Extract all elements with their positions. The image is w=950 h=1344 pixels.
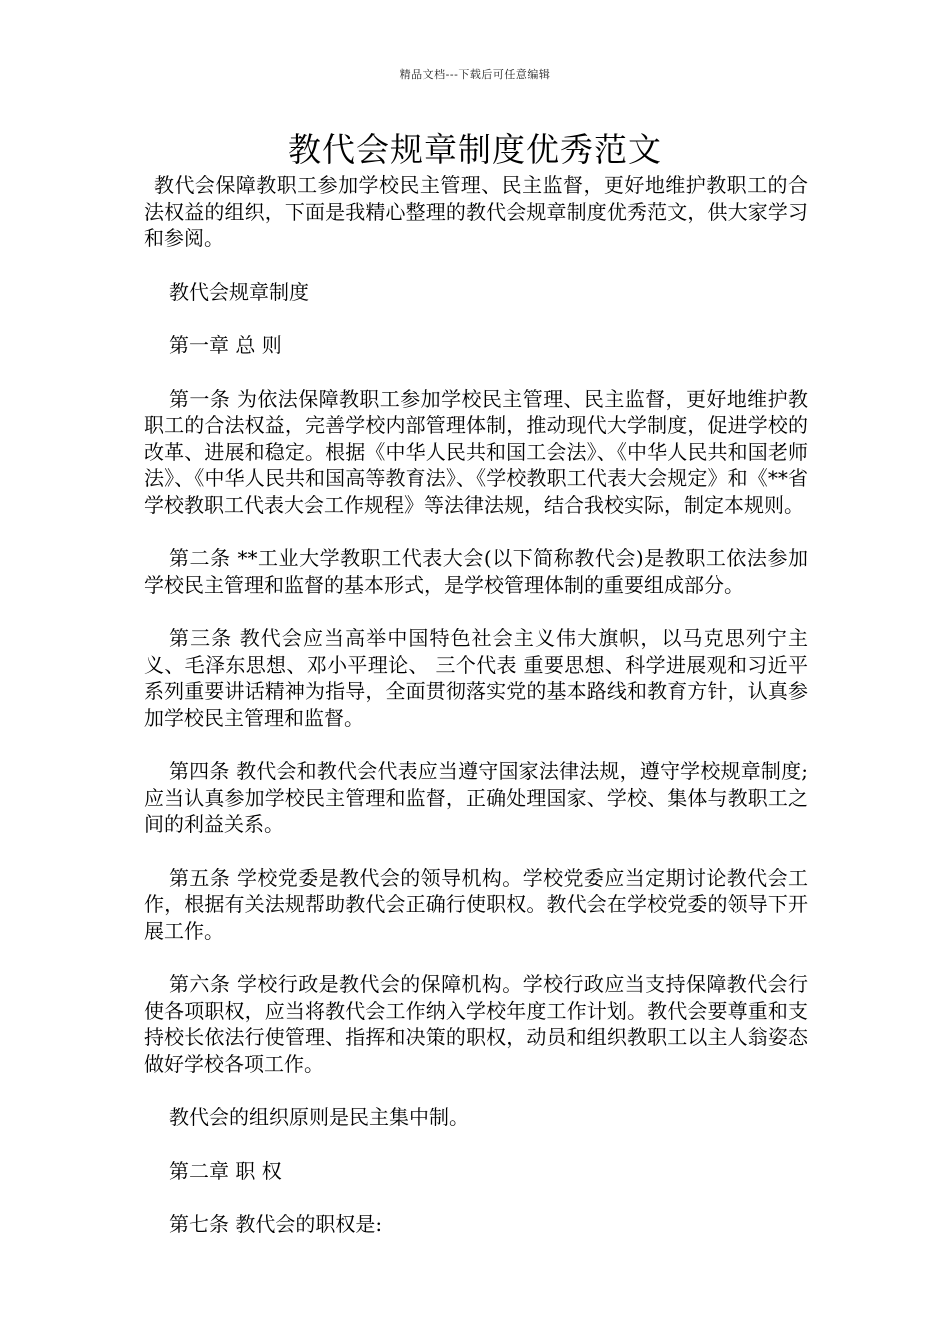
document-title: 教代会规章制度优秀范文: [288, 130, 662, 169]
article-paragraph: 第一条 为依法保障教职工参加学校民主管理、民主监督，更好地维护教职工的合法权益，完善学校内部管理体制，推动现代大学制度，促进学校的改革、进展和稳定。根据《中华人民共和国工会法》、《中华人民共和国老师法》、《中华人民共和国高等教育法》、《学校教职工代表大会规定》和《**省学校教职工代表大会工作规程》等法律法规，结合我校实际，制定本规则。: [144, 386, 808, 517]
principle-paragraph: 教代会的组织原则是民主集中制。: [169, 1105, 469, 1129]
chapter-heading: 第二章 职 权: [169, 1158, 282, 1183]
header-note: 精品文档---下载后可任意编辑: [399, 68, 551, 81]
section-heading: 教代会规章制度: [169, 279, 309, 304]
article-paragraph: 第五条 学校党委是教代会的领导机构。学校党委应当定期讨论教代会工作，根据有关法规帮助教代会正确行使职权。教代会在学校党委的领导下开展工作。: [144, 865, 808, 943]
intro-paragraph: 教代会保障教职工参加学校民主管理、民主监督，更好地维护教职工的合法权益的组织，下面是我精心整理的教代会规章制度优秀范文，供大家学习和参阅。: [144, 173, 808, 250]
chapter-heading: 第一章 总 则: [169, 333, 282, 357]
article-paragraph: 第七条 教代会的职权是:: [169, 1212, 383, 1236]
article-paragraph: 第四条 教代会和教代会代表应当遵守国家法律法规，遵守学校规章制度;应当认真参加学校民主管理和监督，正确处理国家、学校、集体与教职工之间的利益关系。: [144, 759, 808, 836]
document-body: [144, 172, 808, 1265]
article-paragraph: 第二条 **工业大学教职工代表大会(以下简称教代会)是教职工依法参加学校民主管理和监督的基本形式，是学校管理体制的重要组成部分。: [144, 546, 808, 597]
article-paragraph: 第六条 学校行政是教代会的保障机构。学校行政应当支持保障教代会行使各项职权，应当将教代会工作纳入学校年度工作计划。教代会要尊重和支持校长依法行使管理、指挥和决策的职权，动员和组织教职工以主人翁姿态做好学校各项工作。: [144, 972, 808, 1076]
article-paragraph: 第三条 教代会应当高举中国特色社会主义伟大旗帜，以马克思列宁主义、毛泽东思想、邓小平理论、 三个代表 重要思想、科学进展观和习近平系列重要讲话精神为指导，全面贯彻落实党的基本路线和教育方针，认真参加学校民主管理和监督。: [144, 626, 808, 730]
